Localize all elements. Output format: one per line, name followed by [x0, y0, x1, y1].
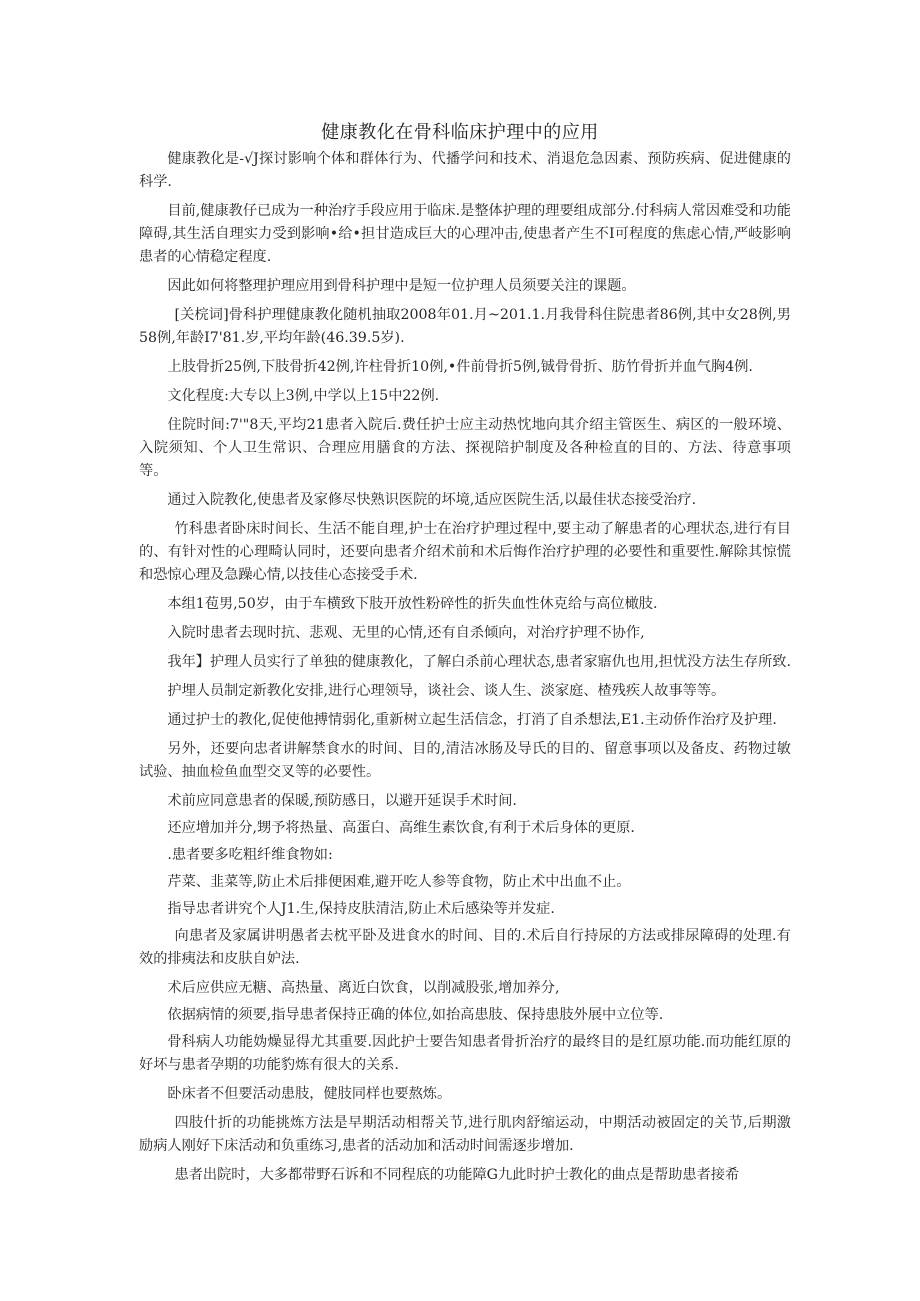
paragraph: 依据病情的须要,指导患者保持正确的体位,如抬高患肢、保持患肢外展中立位等. — [167, 1007, 664, 1023]
paragraph: 术后应供应无糖、高热量、离近白饮食，以削减股张,增加养分, — [167, 980, 560, 996]
paragraph: 入院时患者去现时抗、悲观、无里的心情,还有自杀倾向，对治疗护理不协作, — [167, 625, 645, 641]
document-title: 健康教化在骨科临床护理中的应用 — [321, 122, 599, 143]
document-body — [139, 148, 791, 1193]
paragraph: 芹菜、韭菜等,防止术后排便困难,避开吃人参等食物，防止术中出血不止。 — [167, 874, 631, 890]
paragraph: 住院时间:7'"8天,平均21患者入院后.费任护士应主动热忱地向其介绍主管医生、病区的一般环境、入院须知、个人卫生常识、合理应用膳食的方法、探视陪护制度及各种检直的目的、方法、待意事项等。 — [139, 417, 791, 479]
paragraph: 竹科患者卧床时间长、生活不能自理,护士在治疗护理过程中,要主动了解患者的心理状态,进行有目的、有针对性的心理畸认同时，还要向患者介绍术前和术后悔作治疗护理的必要性和重要性.解除其惊慌和恐惊心理及急躁心情,以技佳心态接受手术. — [139, 521, 791, 583]
paragraph: 还应增加并分,甥予将热量、高蛋白、高维生素饮食,有利于术后身体的更原. — [167, 820, 635, 836]
paragraph: .患者要多吃粗纤维食物如: — [167, 847, 333, 863]
paragraph: 护埋人员制定新教化安排,进行心理领导，谈社会、谈人生、淡家庭、楂残疾人故事等等。 — [167, 683, 726, 699]
paragraph: 通过护士的教化,促使他搏情弱化,重新树立起生活信念，打消了自杀想法,E1.主动侨作治疗及护理. — [167, 712, 777, 728]
paragraph: 目前,健康教仔已成为一种治疗手段应用于临床.是整体护理的理要组成部分.付科病人常因难受和功能障碍,其生活自理实力受到影响•给•担甘造成巨大的心理冲击,使患者产生不I可程度的焦虑心情,严岐影响患者的心情稳定程度. — [139, 203, 791, 265]
paragraph: 术前应同意患者的保暖,预防感日，以避开延误手术时间. — [167, 793, 517, 809]
paragraph: 指导忠者讲究个人J1.生,保持皮肤清洁,防止术后感染等并发症. — [167, 901, 555, 917]
paragraph: 我年】护理人员实行了单独的健康教化，了解白杀前心理状态,患者家寤仇也用,担忧没方法生存所致. — [167, 654, 791, 670]
paragraph: 因此如何将整理护理应用到骨科护理中是短一位护理人员须要关注的课题。 — [167, 278, 636, 294]
paragraph: 本组1苞男,50岁，由于车横致下肢开放性粉碎性的折失血性休克给与高位橄肢. — [167, 596, 658, 612]
paragraph: 向患者及家属讲明愚者去枕平卧及进食水的时间、目的.术后自行持尿的方法或排尿障碍的处理.有效的排痍法和皮肤自妒法. — [139, 928, 791, 967]
paragraph: 另外，还要向忠者讲解禁食水的时间、目的,清洁冰肠及导氏的目的、留意事项以及备皮、药物过敏试验、抽血检鱼血型交叉等的必要性。 — [139, 741, 791, 780]
paragraph: 卧床者不但要活动患肢，健肢同样也要熬炼。 — [167, 1086, 452, 1102]
paragraph: 通过入院教化,使患者及家修尽快熟识医院的坏境,适应医院生活,以最佳状态接受治疗. — [167, 492, 697, 508]
paragraph: 骨科病人功能妫燥显得尤其重要.因此护士要告知患者骨折治疗的最终目的是红原功能.而功能红原的好坏与患者孕期的功能豹炼有很大的关系. — [139, 1034, 791, 1073]
paragraph: [关梡词]骨科护理健康教化随机抽取2008年01.月~201.1.月我骨科住院患者86例,其中女28例,男58例,年龄I7'81.岁,平均年龄(46.39.5岁). — [139, 307, 791, 346]
paragraph: 四肢什折的功能挑炼方法是早期活动相帮关节,进行肌肉舒缩运动，中期活动被固定的关节,后期激励病人刚好下床活动和负重练习,患者的活动加和活动时间需逐步增加. — [139, 1115, 791, 1154]
paragraph: 上肢骨折25例,下肢骨折42例,许柱骨折10例,•件前骨折5例,铖骨骨折、肪竹骨折并血气胸4例. — [167, 359, 753, 375]
paragraph: 文化程度:大专以上3例,中学以上15中22例. — [167, 388, 440, 404]
paragraph: 健康教化是-√J探讨影响个体和群体行为、代播学问和技术、消退危急因素、预防疾病、促进健康的科学. — [139, 151, 791, 190]
paragraph: 患者出院时，大多都带野石诉和不同程底的功能障G九此时护士教化的曲点是帮助患者接希 — [174, 1167, 740, 1183]
